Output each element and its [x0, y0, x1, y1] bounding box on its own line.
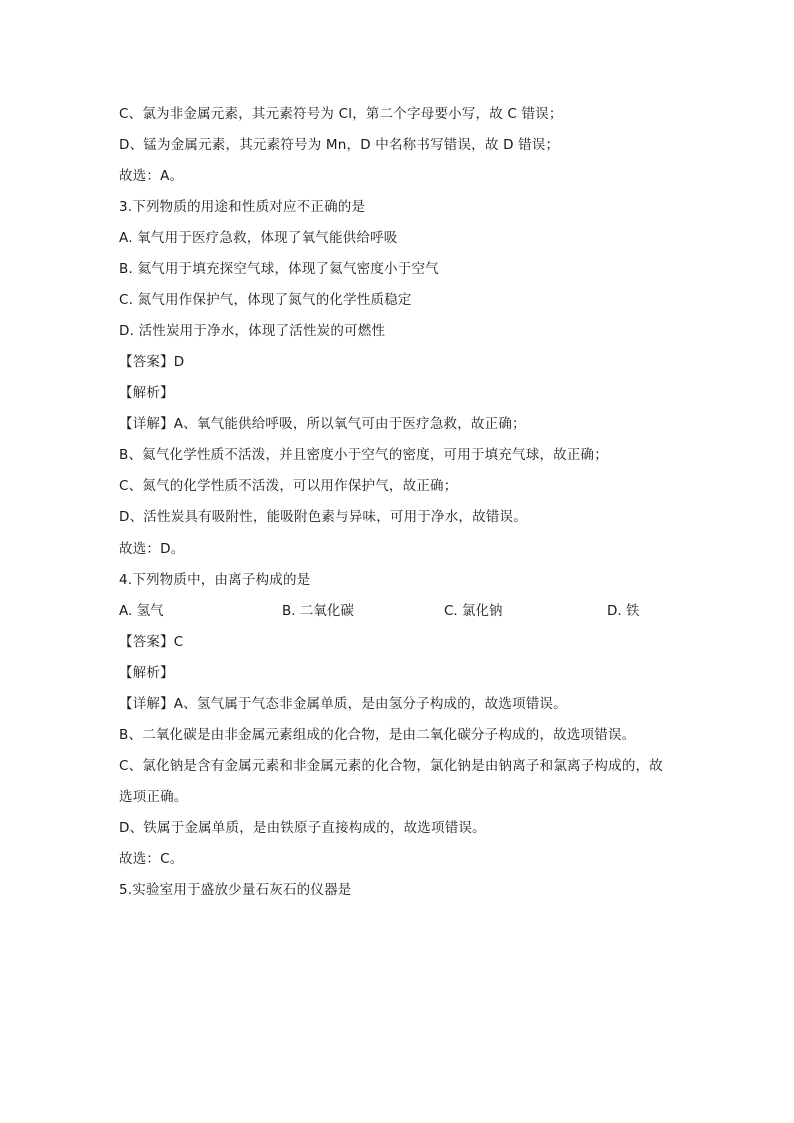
text-line: 【详解】A、氧气能供给呼吸，所以氧气可由于医疗急救，故正确；	[119, 416, 526, 432]
text-line: B、二氧化碳是由非金属元素组成的化合物，是由二氧化碳分子构成的，故选项错误。	[119, 727, 636, 743]
q4-option-c: C. 氯化钠	[444, 603, 503, 619]
text-line: 【详解】A、氢气属于气态非金属单质，是由氢分子构成的，故选项错误。	[119, 696, 567, 712]
q3-option-b: B. 氦气用于填充探空气球，体现了氦气密度小于空气	[119, 261, 439, 277]
q3-analysis-heading: 【解析】	[119, 385, 174, 401]
text-line: D、活性炭具有吸附性，能吸附色素与异味，可用于净水，故错误。	[119, 509, 527, 525]
text-line: C、氯化钠是含有金属元素和非金属元素的化合物，氯化钠是由钠离子和氯离子构成的，故	[119, 758, 663, 774]
q4-option-a: A. 氢气	[119, 603, 164, 619]
text-line: 故选：C。	[119, 851, 184, 867]
q3-option-c: C. 氮气用作保护气，体现了氮气的化学性质稳定	[119, 292, 412, 308]
text-line: 故选：D。	[119, 541, 185, 557]
q4-analysis-heading: 【解析】	[119, 665, 174, 681]
question-4-stem: 4.下列物质中，由离子构成的是	[119, 572, 311, 588]
text-line: 故选：A。	[119, 168, 184, 184]
text-line: D、铁属于金属单质，是由铁原子直接构成的，故选项错误。	[119, 820, 486, 836]
q4-answer: 【答案】C	[119, 634, 184, 650]
question-3-stem: 3.下列物质的用途和性质对应不正确的是	[119, 199, 366, 215]
q3-option-d: D. 活性炭用于净水，体现了活性炭的可燃性	[119, 323, 386, 339]
q3-answer: 【答案】D	[119, 354, 185, 370]
q4-option-d: D. 铁	[607, 603, 640, 619]
text-line: 选项正确。	[119, 789, 188, 805]
text-line: B、氦气化学性质不活泼，并且密度小于空气的密度，可用于填充气球，故正确；	[119, 447, 608, 463]
text-line: C、氯为非金属元素，其元素符号为 Cl，第二个字母要小写，故 C 错误；	[119, 106, 563, 122]
q3-option-a: A. 氧气用于医疗急救，体现了氧气能供给呼吸	[119, 230, 398, 246]
text-line: D、锰为金属元素，其元素符号为 Mn，D 中名称书写错误，故 D 错误；	[119, 137, 560, 153]
question-5-stem: 5.实验室用于盛放少量石灰石的仪器是	[119, 882, 352, 898]
text-line: C、氮气的化学性质不活泼，可以用作保护气，故正确；	[119, 478, 458, 494]
q4-option-b: B. 二氧化碳	[282, 603, 354, 619]
